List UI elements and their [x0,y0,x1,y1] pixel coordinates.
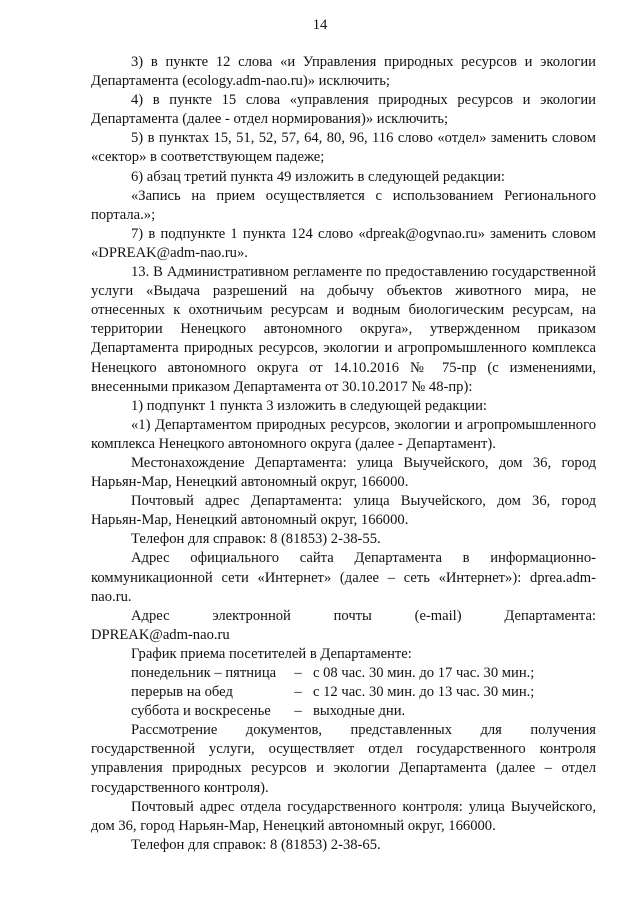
page-number: 14 [312,17,328,33]
schedule-dash: – [294,665,302,681]
schedule-row [91,664,596,683]
paragraph-control-postal-address: Почтовый адрес отдела государственного контроля: улица Выучейского, дом 36, город Нарьян-Мар, Ненецкий автономный округ, 166000. [91,798,596,834]
paragraph-quote-portal: «Запись на прием осуществляется с использованием Регионального портала.»; [91,187,596,223]
paragraph-item-5: 5) в пунктах 15, 51, 52, 57, 64, 80, 96, 116 слово «отдел» заменить словом «сектор» в соответствующем падеже; [91,130,596,166]
paragraph-location: Местонахождение Департамента: улица Выучейского, дом 36, город Нарьян-Мар, Ненецкий автономный округ, 166000. [91,454,596,491]
schedule-time: с 08 час. 30 мин. до 17 час. 30 мин.; [313,665,535,681]
paragraph-section-13: 13. В Административном регламенте по предоставлению государственной услуги «Выдача разрешений на добычу объектов животного мира, не отнесенных к охотничьим ресурсам и водным биологическим ресурсам, на территории Ненецкого автономного округа», утвержденном приказом Департамента природных ресурсов, экологии и агропромышленного комплекса Ненецкого автономного округа от 14.10.2016 № 75-пр (с изменениями, внесенными приказом Департамента от 30.10.2017 № 48-пр): [91,264,596,395]
paragraph-subitem-1: 1) подпункт 1 пункта 3 изложить в следующей редакции: [131,397,487,414]
paragraph-department: «1) Департаментом природных ресурсов, экологии и агропромышленного комплекса Ненецкого автономного округа (далее - Департамент). [91,416,596,452]
schedule-row [91,683,596,702]
paragraph-item-3: 3) в пункте 12 слова «и Управления природных ресурсов и экологии Департамента (ecology.adm-nao.ru)» исключить; [91,54,596,90]
paragraph-postal-address: Почтовый адрес Департамента: улица Выучейского, дом 36, город Нарьян-Мар, Ненецкий автономный округ, 166000. [91,493,596,529]
schedule-time: выходные дни. [313,703,406,720]
schedule-row [91,702,596,721]
paragraph-website: Адрес официального сайта Департамента в информационно-коммуникационной сети «Интернет» (далее – сеть «Интернет»): dprea.adm-nao.ru. [91,550,596,605]
paragraph-item-6: 6) абзац третий пункта 49 изложить в следующей редакции: [131,168,505,185]
paragraph-schedule-heading: График приема посетителей в Департаменте: [131,645,412,662]
paragraph-phone: Телефон для справок: 8 (81853) 2-38-55. [131,531,381,548]
schedule-day: перерыв на обед [131,684,233,701]
schedule-day: понедельник – пятница [131,665,277,681]
paragraph-email-label: Адрес электронной почты (e-mail) Департамента: [131,607,596,624]
document-body [91,53,596,855]
schedule-dash: – [294,684,302,701]
schedule-table [91,664,596,721]
schedule-dash: – [294,703,302,720]
schedule-time: с 12 час. 30 мин. до 13 час. 30 мин.; [313,684,535,701]
paragraph-control-phone: Телефон для справок: 8 (81853) 2-38-65. [131,836,381,853]
paragraph-item-4: 4) в пункте 15 слова «управления природных ресурсов и экологии Департамента (далее - отдел нормирования)» исключить; [91,92,596,128]
paragraph-item-7: 7) в подпункте 1 пункта 124 слово «dpreak@ogvnao.ru» заменить словом «DPREAK@adm-nao.ru». [91,225,596,261]
paragraph-review-documents: Рассмотрение документов, представленных для получения государственной услуги, осуществляет отдел государственного контроля управления природных ресурсов и экологии Департамента (далее – отдел государственного контроля). [91,722,596,796]
paragraph-email-value: DPREAK@adm-nao.ru [91,626,230,643]
schedule-day: суббота и воскресенье [131,703,271,720]
